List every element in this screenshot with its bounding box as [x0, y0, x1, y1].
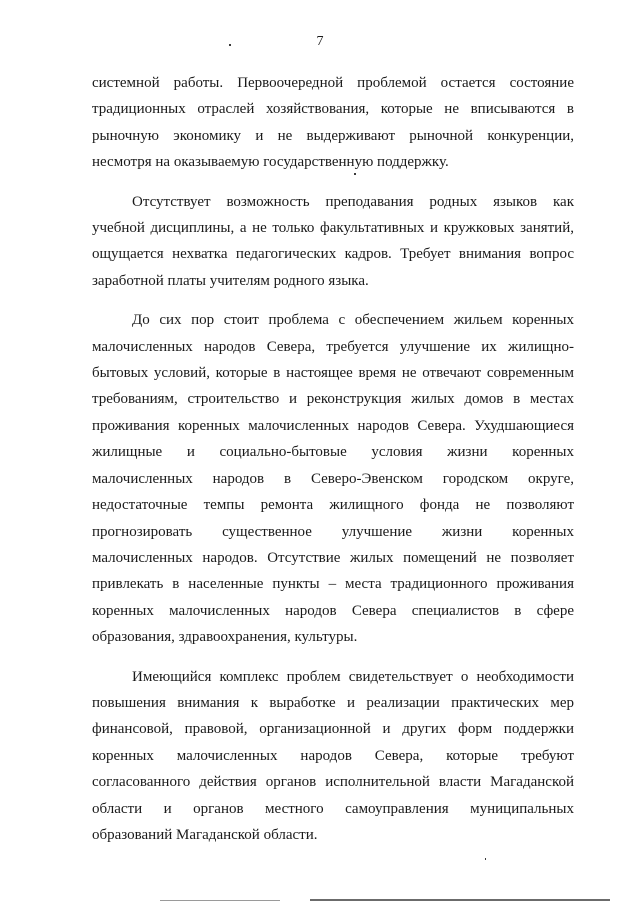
text-line: требованиям, строительство и реконструкция жилых домов в местах: [92, 391, 574, 408]
page-number: 7: [316, 34, 324, 49]
scan-edge-line: [160, 900, 280, 901]
text-line: жилищные и социально-бытовые условия жизни коренных: [92, 444, 574, 461]
paragraph-housing: [92, 307, 574, 650]
text-line: несмотря на оказываемую государственную поддержку.: [92, 154, 449, 171]
text-line: заработной платы учителям родного языка.: [92, 272, 369, 289]
text-line: области и органов местного самоуправления муниципальных: [92, 800, 574, 817]
scan-edge-line: [310, 899, 610, 901]
text-line: системной работы. Первоочередной проблемой остается состояние: [92, 75, 574, 91]
text-line: образований Магаданской области.: [92, 826, 318, 843]
text-line: образования, здравоохранения, культуры.: [92, 629, 358, 646]
scan-speck: [229, 44, 231, 46]
text-line: малочисленных народов в Северо-Эвенском городском округе,: [92, 470, 574, 487]
text-line: финансовой, правовой, организационной и других форм поддержки: [92, 721, 574, 738]
text-line: До сих пор стоит проблема с обеспечением жильем коренных: [132, 312, 574, 329]
paragraph-traditional-economy: [92, 70, 574, 176]
text-line: Отсутствует возможность преподавания родных языков как: [132, 193, 574, 210]
body-text: [92, 70, 574, 861]
text-line: согласованного действия органов исполнительной власти Магаданской: [92, 774, 574, 791]
text-line: недостаточные темпы ремонта жилищного фонда не позволяют: [92, 497, 574, 514]
paragraph-native-languages: [92, 189, 574, 295]
text-line: учебной дисциплины, а не только факультативных и кружковых занятий,: [92, 220, 574, 237]
text-line: Имеющийся комплекс проблем свидетельствует о необходимости: [132, 668, 574, 685]
text-line: коренных малочисленных народов Севера специалистов в сфере: [92, 602, 574, 619]
text-line: ощущается нехватка педагогических кадров. Требует внимания вопрос: [92, 246, 574, 263]
text-line: коренных малочисленных народов Севера, которые требуют: [92, 747, 574, 764]
paragraph-conclusion: [92, 664, 574, 849]
text-line: повышения внимания к выработке и реализации практических мер: [92, 694, 574, 711]
text-line: традиционных отраслей хозяйствования, которые не вписываются в: [92, 101, 574, 118]
text-line: рыночную экономику и не выдерживают рыночной конкуренции,: [92, 127, 574, 144]
text-line: малочисленных народов Севера, требуется улучшение их жилищно-: [92, 338, 574, 355]
text-line: прогнозировать существенное улучшение жизни коренных: [92, 523, 574, 540]
text-line: проживания коренных малочисленных народов Севера. Ухудшающиеся: [92, 417, 574, 434]
text-line: привлекать в населенные пункты – места традиционного проживания: [92, 576, 574, 593]
text-line: бытовых условий, которые в настоящее время не отвечают современным: [92, 365, 574, 382]
text-line: малочисленных народов. Отсутствие жилых помещений не позволяет: [92, 549, 574, 566]
